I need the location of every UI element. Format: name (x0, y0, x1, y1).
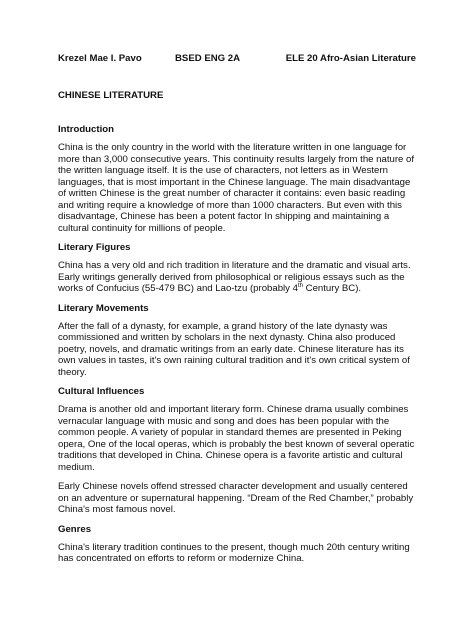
document-body (58, 124, 416, 573)
section-heading-literary-movements: Literary Movements (58, 302, 149, 314)
cultural-influences-paragraph-1: Drama is another old and important literary form. Chinese drama usually combines vernacular language with music and song and does has been popular with the common people. A variety of popular in standard themes are presented in Peking opera, One of the local operas, which is probably the best known of several operatic traditions that developed in China. Chinese opera is a favorite artistic and cultural medium. (58, 404, 415, 473)
course-section: BSED ENG 2A (175, 53, 241, 64)
literary-figures-paragraph (58, 260, 416, 295)
author-name: Krezel Mae I. Pavo (58, 53, 142, 64)
genres-paragraph: China's literary tradition continues to the present, though much 20th century writing has concentrated on efforts to reform or modernize China. (58, 541, 410, 564)
section-heading-literary-figures: Literary Figures (58, 242, 131, 253)
subject-title: ELE 20 Afro-Asian Literature (285, 53, 416, 64)
cultural-influences-paragraph-2: Early Chinese novels offend stressed character development and usually centered on an adventure or supernatural happening. “Dream of the Red Chamber,” probably China's most famous novel. (58, 481, 414, 515)
section-heading-introduction: Introduction (58, 124, 114, 135)
document-header (58, 53, 416, 67)
literary-figures-text-end: Century BC). (302, 283, 362, 294)
introduction-paragraph: China is the only country in the world with the literature written in one language for more than 3,000 consecutive years. This continuity results largely from the nature of the written language itself. It is the use of characters, not letters as in Western languages, that is most important in the Chinese language. The main disadvantage of written Chinese is the great number of character it contains: even basic reading and writing require a knowledge of more than 1000 characters. But even with this disadvantage, Chinese has been a potent factor In shipping and maintaining a cultural continuity for millions of people. (58, 142, 415, 234)
document-title: CHINESE LITERATURE (58, 90, 164, 101)
section-heading-cultural-influences: Cultural Influences (58, 386, 145, 397)
literary-figures-text: China has a very old and rich tradition in literature and the dramatic and visual arts. Early writings generally derived from philosophical or religious essays such as the works of Confucius (55-479 BC) and Lao-tzu (probably 4 (58, 260, 411, 294)
literary-movements-paragraph: After the fall of a dynasty, for example, a grand history of the late dynasty was commissioned and written by scholars in the next dynasty. China also produced poetry, novels, and dramatic writings from an early date. Chinese literature has its own values in tastes, it's own raining cultural tradition and it's own critical system of theory. (58, 320, 410, 378)
ordinal-suffix: th (297, 282, 303, 289)
section-heading-genres: Genres (58, 523, 92, 535)
